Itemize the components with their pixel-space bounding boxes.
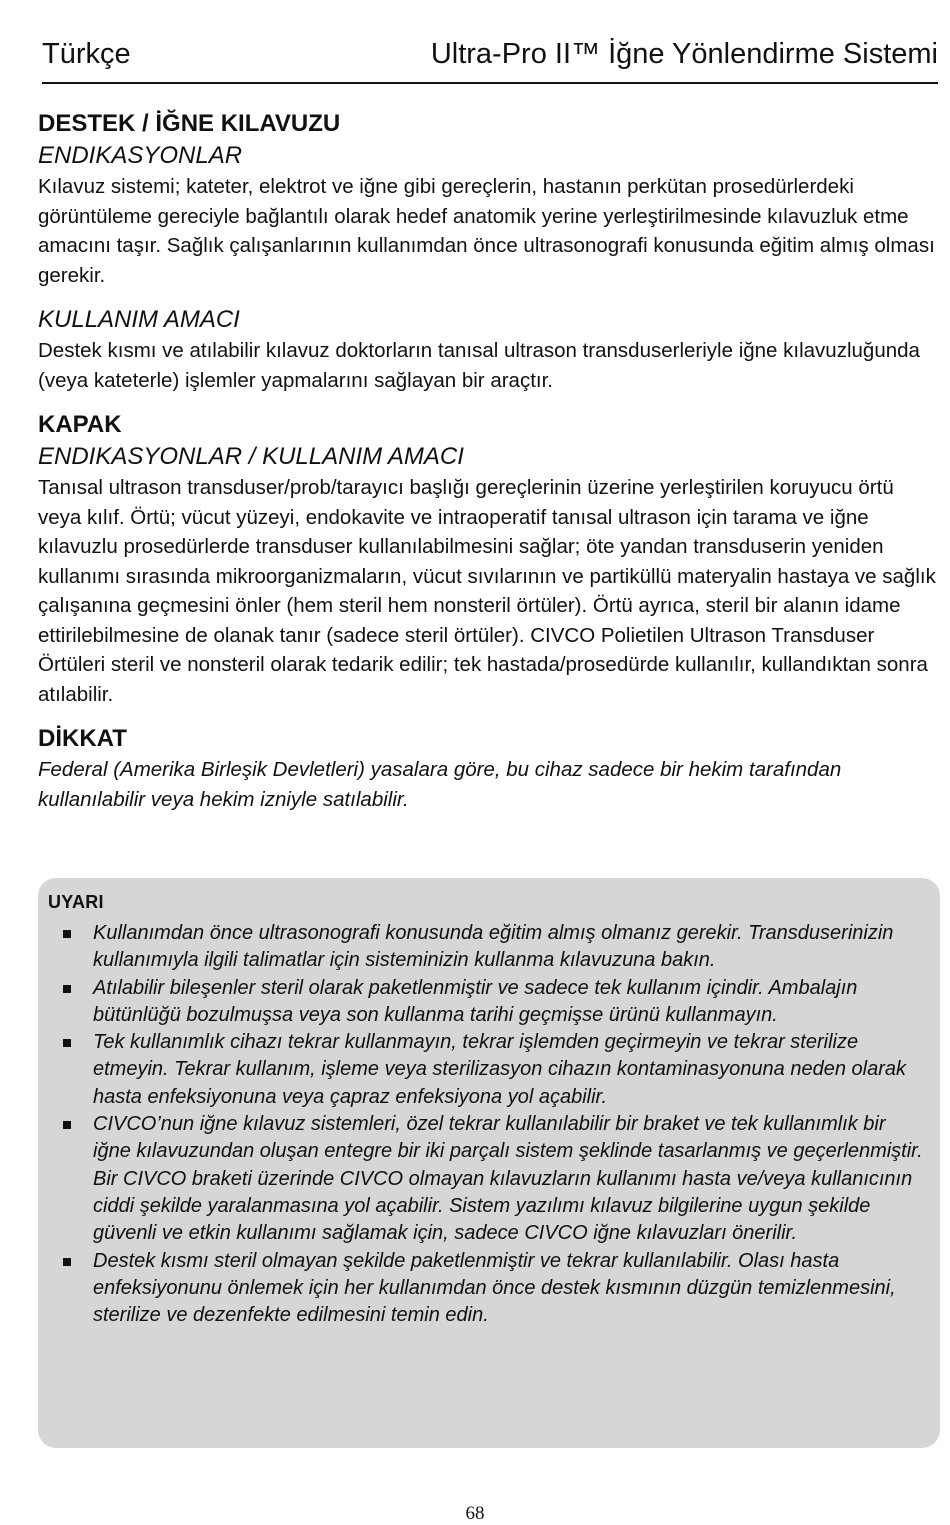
warning-list (52, 920, 926, 1329)
section-heading-dikkat: DİKKAT (38, 725, 127, 752)
main-content (38, 108, 938, 814)
warning-item: Tek kullanımlık cihazı tekrar kullanmayın, tekrar işlemden geçirmeyin ve tekrar sterilize etmeyin. Tekrar kullanım, işleme veya sterilizasyon cihazın kontaminasyonuna neden olarak hasta enfeksiyonuna veya çapraz enfeksiyona yol açabilir. (52, 1029, 926, 1111)
page-number: 68 (465, 1503, 485, 1524)
subheading-kapak-indications: ENDIKASYONLAR / KULLANIM AMACI (38, 443, 464, 470)
warning-item: CIVCO’nun iğne kılavuz sistemleri, özel tekrar kullanılabilir bir braket ve tek kullanımlık bir iğne kılavuzundan oluşan entegre bir iki parçalı sistem şeklinde tasarlanmış ve geçerlenmiştir. Bir CIVCO braketi üzerinde CIVCO olmayan kılavuzların kullanımı hasta ve/veya kullanıcının ciddi şekilde yaralanmasına yol açabilir. Sistem yazılımı kılavuz bilgilerine uygun şekilde güvenli ve etkin kullanımı sağlamak için, sadece CIVCO iğne kılavuzları önerilir. (52, 1111, 926, 1247)
indications-paragraph: Kılavuz sistemi; kateter, elektrot ve iğne gibi gereçlerin, hastanın perkütan prosedürlerdeki görüntüleme gereciyle bağlantılı olarak hedef anatomik yerine yerleştirilmesinde kılavuzluk etme amacını taşır. Sağlık çalışanlarının kullanımdan önce ultrasonografi konusunda eğitim almış olması gerekir. (38, 175, 935, 287)
section-heading-kapak: KAPAK (38, 411, 122, 438)
intended-use-paragraph: Destek kısmı ve atılabilir kılavuz doktorların tanısal ultrason transduserleriyle iğne kılavuzluğunda (veya kateterle) işlemler yapmalarını sağlayan bir araçtır. (38, 339, 920, 392)
bullet-icon (63, 1121, 71, 1129)
bullet-icon (63, 1258, 71, 1266)
warning-item: Kullanımdan önce ultrasonografi konusunda eğitim almış olmanız gerekir. Transduserinizin kullanımıyla ilgili talimatlar için sisteminizin kullanma kılavuzuna bakın. (52, 920, 926, 975)
page-header (42, 38, 938, 84)
caution-paragraph: Federal (Amerika Birleşik Devletleri) yasalara göre, bu cihaz sadece bir hekim tarafından kullanılabilir veya hekim izniyle satılabilir. (38, 758, 842, 811)
kapak-paragraph: Tanısal ultrason transduser/prob/tarayıcı başlığı gereçlerinin üzerine yerleştirilen koruyucu örtü veya kılıf. Örtü; vücut yüzeyi, endokavite ve intraoperatif tanısal ultrason için tarama ve iğne kılavuzlu prosedürlerde transduser kullanılabilmesini sağlar; öte yandan transduserin yeniden kullanımı sırasında mikroorganizmaların, vücut sıvılarının ve partiküllü materyalin hastaya ve sağlık çalışanına geçmesini önler (hem steril hem nonsteril örtüler). Örtü ayrıca, steril bir alanın idame ettirilebilmesine de olanak tanır (sadece steril örtüler). CIVCO Polietilen Ultrason Transduser Örtüleri steril ve nonsteril olarak tedarik edilir; tek hastada/prosedürde kullanılır, kullandıktan sonra atılabilir. (38, 476, 936, 706)
language-label: Türkçe (42, 38, 131, 70)
bullet-icon (63, 985, 71, 993)
warning-item: Atılabilir bileşenler steril olarak paketlenmiştir ve sadece tek kullanım içindir. Ambalajın bütünlüğü bozulmuşsa veya son kullanma tarihi geçmişse ürünü kullanmayın. (52, 975, 926, 1030)
warning-item: Destek kısmı steril olmayan şekilde paketlenmiştir ve tekrar kullanılabilir. Olası hasta enfeksiyonunu önlemek için her kullanımdan önce destek kısmının düzgün temizlenmesini, sterilize ve dezenfekte edilmesini temin edin. (52, 1248, 926, 1330)
warning-title: UYARI (48, 892, 104, 912)
section-heading-destek: DESTEK / İĞNE KILAVUZU (38, 110, 341, 137)
subheading-indications: ENDIKASYONLAR (38, 142, 243, 169)
bullet-icon (63, 1039, 71, 1047)
warning-box (38, 878, 940, 1448)
bullet-icon (63, 930, 71, 938)
document-title: Ultra-Pro II™ İğne Yönlendirme Sistemi (430, 38, 938, 70)
subheading-intended-use: KULLANIM AMACI (38, 306, 240, 333)
